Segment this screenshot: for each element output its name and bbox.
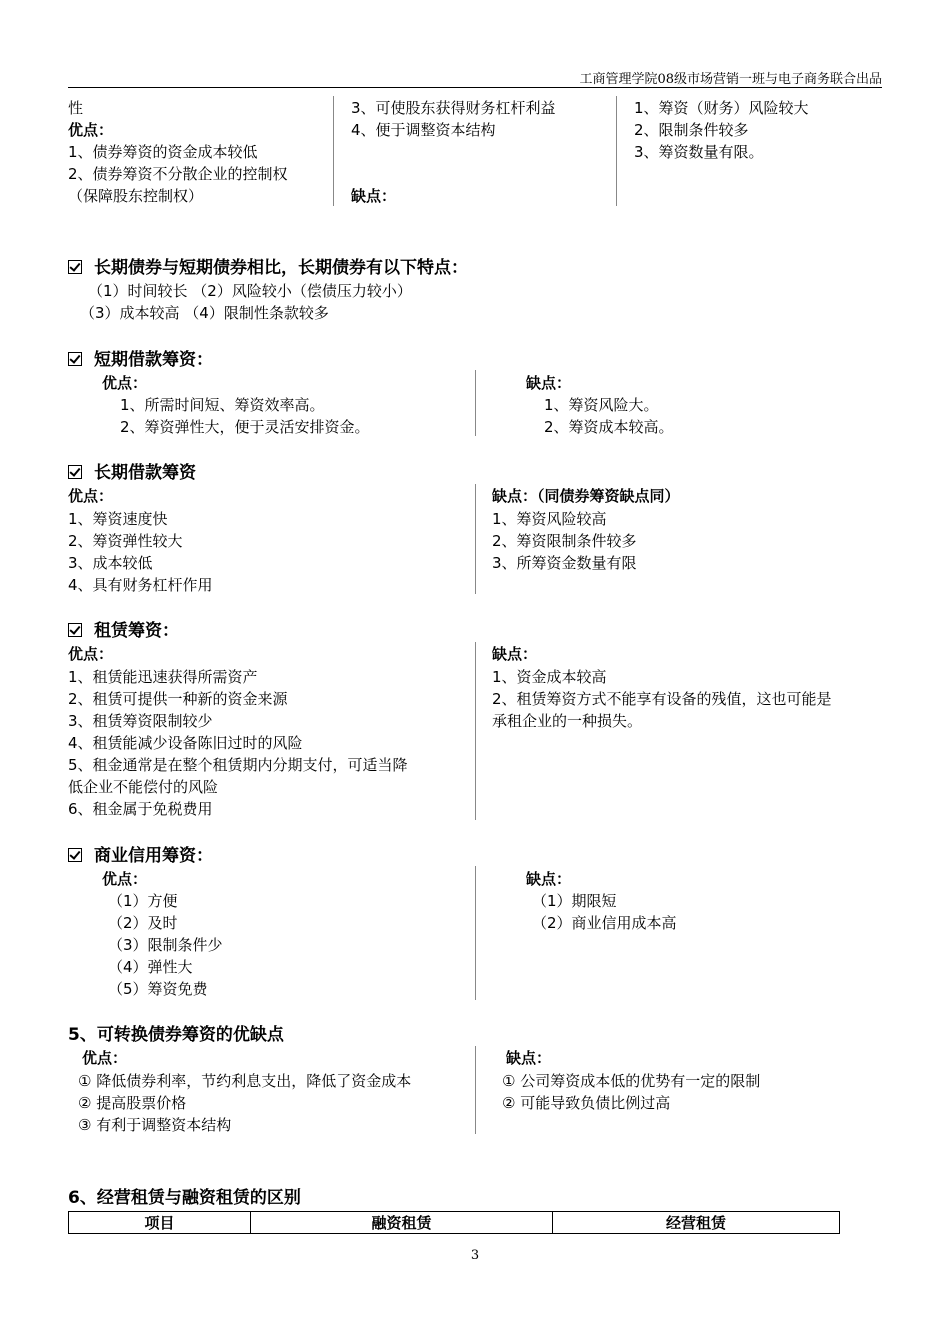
adv-label: 优点： (102, 374, 148, 392)
list-item: 2、筹资弹性大，便于灵活安排资金。 (120, 418, 370, 436)
adv-label: 优点： (102, 870, 148, 888)
page-number: 3 (470, 1248, 480, 1263)
list-item: ③ 有利于调整资本结构 (78, 1116, 232, 1134)
list-item: 1、筹资风险较高 (492, 510, 607, 528)
adv-label: 优点： (82, 1049, 128, 1067)
dis-label: 缺点： (506, 1049, 552, 1067)
list-item: 1、所需时间短、筹资效率高。 (120, 396, 325, 414)
list-item: （4）弹性大 (108, 958, 193, 976)
dis-label: 缺点： (351, 187, 397, 205)
text-line: 3、可使股东获得财务杠杆利益 (351, 99, 556, 117)
list-item: ② 提高股票价格 (78, 1094, 187, 1112)
checkbox-icon (68, 623, 82, 637)
list-item: 3、成本较低 (68, 554, 153, 572)
table-header-cell: 融资租赁 (251, 1212, 553, 1234)
table-header-cell: 项目 (69, 1212, 251, 1234)
checkbox-icon (68, 260, 82, 274)
text-line: （1）时间较长 （2）风险较小（偿债压力较小） (88, 282, 412, 300)
text-line: 1、筹资（财务）风险较大 (634, 99, 809, 117)
dis-label: 缺点： (492, 645, 538, 663)
list-item: 2、筹资成本较高。 (544, 418, 674, 436)
section-heading: 租赁筹资： (68, 621, 179, 641)
column-divider (475, 866, 476, 1000)
list-item: 4、租赁能减少设备陈旧过时的风险 (68, 734, 303, 752)
list-item: ① 降低债券利率，节约利息支出，降低了资金成本 (78, 1072, 412, 1090)
checkbox-icon (68, 848, 82, 862)
list-item: 承租企业的一种损失。 (492, 712, 643, 730)
column-divider (475, 484, 476, 594)
comparison-table (68, 1211, 840, 1234)
adv-label: 优点： (68, 645, 114, 663)
dis-label: 缺点： (526, 870, 572, 888)
text-line: （保障股东控制权） (68, 187, 204, 205)
list-item: 1、筹资速度快 (68, 510, 168, 528)
list-item: 低企业不能偿付的风险 (68, 778, 219, 796)
section-heading: 5、可转换债券筹资的优缺点 (68, 1025, 284, 1045)
checkbox-icon (68, 352, 82, 366)
column-divider (475, 370, 476, 436)
list-item: 5、租金通常是在整个租赁期内分期支付，可适当降 (68, 756, 408, 774)
checkbox-icon (68, 465, 82, 479)
column-divider (333, 96, 334, 206)
list-item: （2）商业信用成本高 (532, 914, 677, 932)
text-line: 2、债券筹资不分散企业的控制权 (68, 165, 288, 183)
list-item: 3、租赁筹资限制较少 (68, 712, 213, 730)
list-item: （1）方便 (108, 892, 178, 910)
text-line: （3）成本较高 （4）限制性条款较多 (80, 304, 329, 322)
text-line: 2、限制条件较多 (634, 121, 749, 139)
section-heading: 长期债券与短期债券相比，长期债券有以下特点： (68, 258, 468, 278)
header-rule (68, 87, 882, 88)
list-item: 2、筹资弹性较大 (68, 532, 183, 550)
text-line: 4、便于调整资本结构 (351, 121, 496, 139)
adv-label: 优点： (68, 121, 114, 139)
list-item: 2、筹资限制条件较多 (492, 532, 637, 550)
page-header: 工商管理学院08级市场营销一班与电子商务联合出品 (579, 72, 882, 87)
column-divider (475, 642, 476, 820)
list-item: 1、租赁能迅速获得所需资产 (68, 668, 258, 686)
dis-label: 缺点：（同债券筹资缺点同） (492, 487, 680, 505)
list-item: （3）限制条件少 (108, 936, 223, 954)
list-item: 2、租赁可提供一种新的资金来源 (68, 690, 288, 708)
section-heading: 长期借款筹资 (68, 463, 196, 483)
column-divider (616, 96, 617, 206)
section-heading: 短期借款筹资： (68, 350, 213, 370)
section-heading: 商业信用筹资： (68, 846, 213, 866)
list-item: （1）期限短 (532, 892, 617, 910)
table-header-cell: 经营租赁 (553, 1212, 840, 1234)
list-item: 1、资金成本较高 (492, 668, 607, 686)
dis-label: 缺点： (526, 374, 572, 392)
text-line: 性 (68, 99, 84, 117)
list-item: 1、筹资风险大。 (544, 396, 659, 414)
section-heading: 6、经营租赁与融资租赁的区别 (68, 1188, 301, 1208)
list-item: （2）及时 (108, 914, 178, 932)
list-item: 6、租金属于免税费用 (68, 800, 213, 818)
list-item: （5）筹资免费 (108, 980, 208, 998)
table-header-row (69, 1212, 840, 1234)
list-item: ② 可能导致负债比例过高 (502, 1094, 671, 1112)
list-item: 2、租赁筹资方式不能享有设备的残值，这也可能是 (492, 690, 832, 708)
list-item: 4、具有财务杠杆作用 (68, 576, 213, 594)
list-item: 3、所筹资金数量有限 (492, 554, 637, 572)
text-line: 3、筹资数量有限。 (634, 143, 764, 161)
text-line: 1、债券筹资的资金成本较低 (68, 143, 258, 161)
list-item: ① 公司筹资成本低的优势有一定的限制 (502, 1072, 761, 1090)
column-divider (475, 1046, 476, 1134)
adv-label: 优点： (68, 487, 114, 505)
